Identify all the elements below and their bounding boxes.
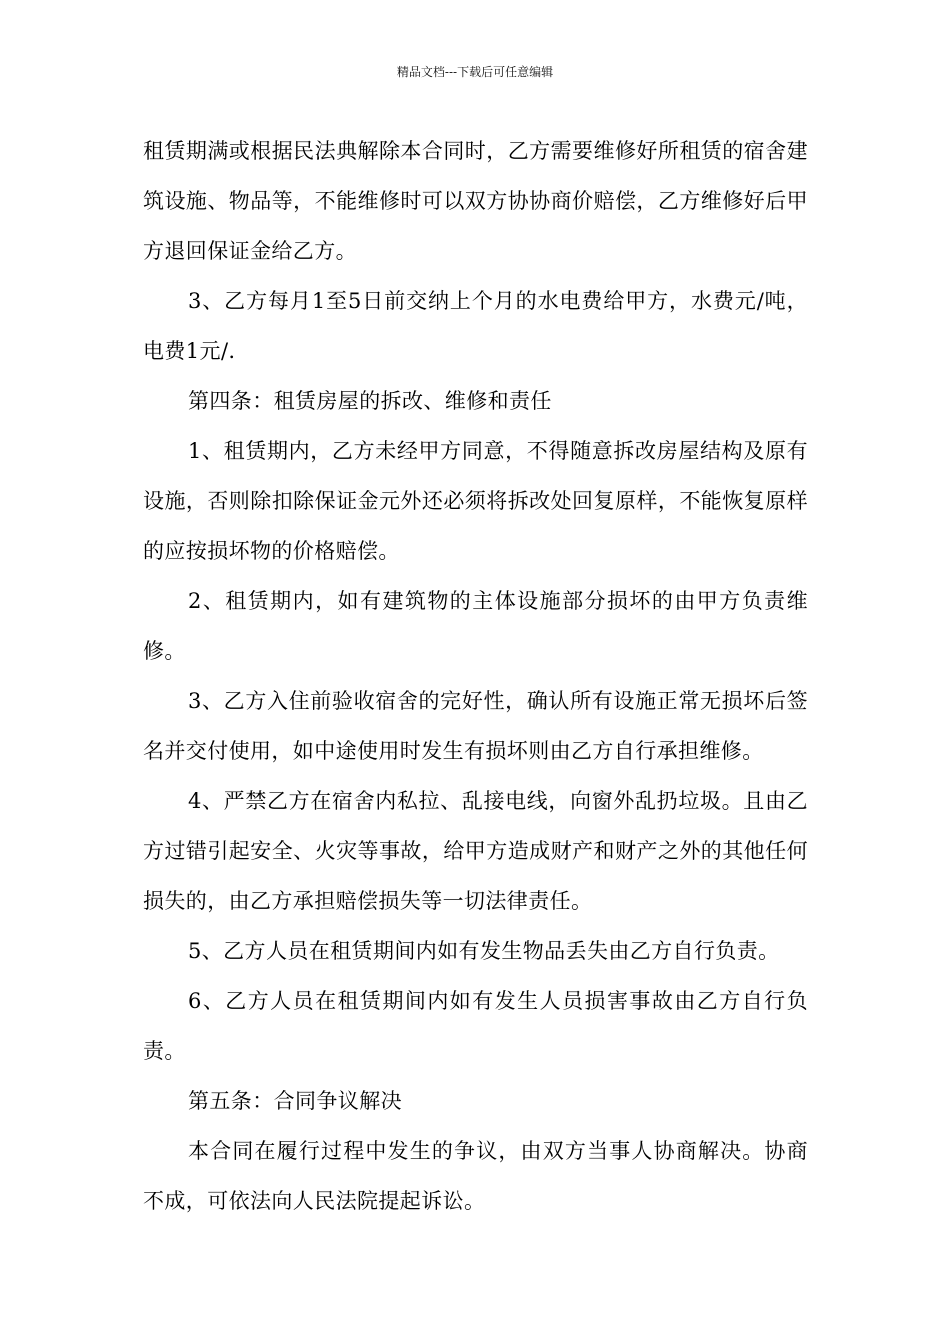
section-heading-article-4: 第四条：租赁房屋的拆改、维修和责任: [188, 389, 552, 413]
paragraph-move-in-inspection: 3、乙方入住前验收宿舍的完好性，确认所有设施正常无损坏后签名并交付使用，如中途使用时发生有损坏则由乙方自行承担维修。: [143, 689, 808, 763]
paragraph-lost-items: 5、乙方人员在租赁期间内如有发生物品丢失由乙方自行负责。: [188, 939, 780, 963]
document-body: [143, 126, 808, 1226]
paragraph-lease-end-repair: 租赁期满或根据民法典解除本合同时，乙方需要维修好所租赁的宿舍建筑设施、物品等，不能维修时可以双方协协商价赔偿，乙方维修好后甲方退回保证金给乙方。: [143, 139, 808, 263]
paragraph-personal-injury: 6、乙方人员在租赁期间内如有发生人员损害事故由乙方自行负责。: [143, 989, 808, 1063]
section-heading-article-5: 第五条：合同争议解决: [188, 1089, 402, 1113]
paragraph-electrical-safety: 4、严禁乙方在宿舍内私拉、乱接电线，向窗外乱扔垃圾。且由乙方过错引起安全、火灾等事故，给甲方造成财产和财产之外的其他任何损失的，由乙方承担赔偿损失等一切法律责任。: [143, 789, 808, 913]
paragraph-no-alteration: 1、租赁期内，乙方未经甲方同意，不得随意拆改房屋结构及原有设施，否则除扣除保证金元外还必须将拆改处回复原样，不能恢复原样的应按损坏物的价格赔偿。: [143, 439, 808, 563]
paragraph-utility-fees: 3、乙方每月1至5日前交纳上个月的水电费给甲方，水费元/吨，电费1元/.: [143, 289, 808, 363]
page-header: 精品文档---下载后可任意编辑: [396, 65, 554, 79]
paragraph-dispute-resolution: 本合同在履行过程中发生的争议，由双方当事人协商解决。协商不成，可依法向人民法院提起诉讼。: [143, 1139, 808, 1213]
paragraph-main-structure-repair: 2、租赁期内，如有建筑物的主体设施部分损坏的由甲方负责维修。: [143, 589, 808, 663]
